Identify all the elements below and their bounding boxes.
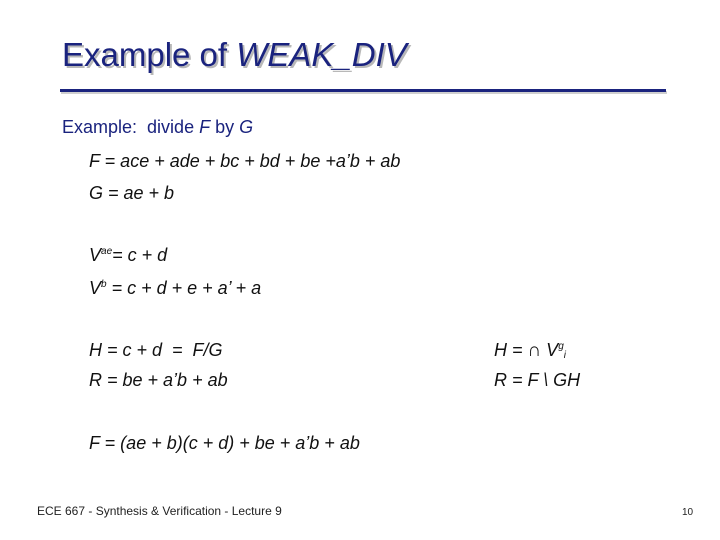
intro-g: G: [239, 117, 254, 137]
vb-superscript: b: [101, 279, 107, 290]
intro-line: [62, 117, 253, 138]
title-italic: WEAK_DIV: [236, 36, 407, 73]
h-def-superscript: g: [558, 341, 564, 352]
r-definition: R = F \ GH: [494, 370, 581, 390]
title-text: Example of: [62, 36, 237, 73]
intro-label: Example:: [62, 117, 138, 137]
footer-text: ECE 667 - Synthesis & Verification - Lecture 9: [37, 504, 282, 518]
intro-f: F: [199, 117, 211, 137]
vae-equation: [89, 245, 167, 266]
h-equation: H = c + d = F/G: [89, 340, 223, 360]
page-number: 10: [682, 507, 694, 518]
intro-by: by: [210, 117, 240, 137]
vb-rest: = c + d + e + a’ + a: [106, 278, 262, 298]
intersection-symbol: ∩: [527, 340, 542, 361]
vae-superscript: ae: [101, 246, 113, 257]
h-def-subscript: i: [563, 350, 566, 361]
h-definition: [494, 340, 566, 362]
f-equation: F = ace + ade + bc + bd + be +a’b + ab: [89, 151, 401, 171]
vb-equation: [89, 278, 261, 299]
h-def-lhs: H =: [494, 340, 528, 360]
final-equation: F = (ae + b)(c + d) + be + a’b + ab: [89, 433, 360, 453]
vae-rest: = c + d: [112, 245, 168, 265]
r-equation: R = be + a’b + ab: [89, 370, 228, 390]
h-def-base: V: [541, 340, 559, 360]
g-equation: G = ae + b: [89, 183, 175, 203]
slide-title: [62, 36, 407, 74]
intro-text: divide: [137, 117, 200, 137]
title-divider: [60, 89, 666, 92]
vae-base: V: [89, 245, 102, 265]
vb-base: V: [89, 278, 102, 298]
